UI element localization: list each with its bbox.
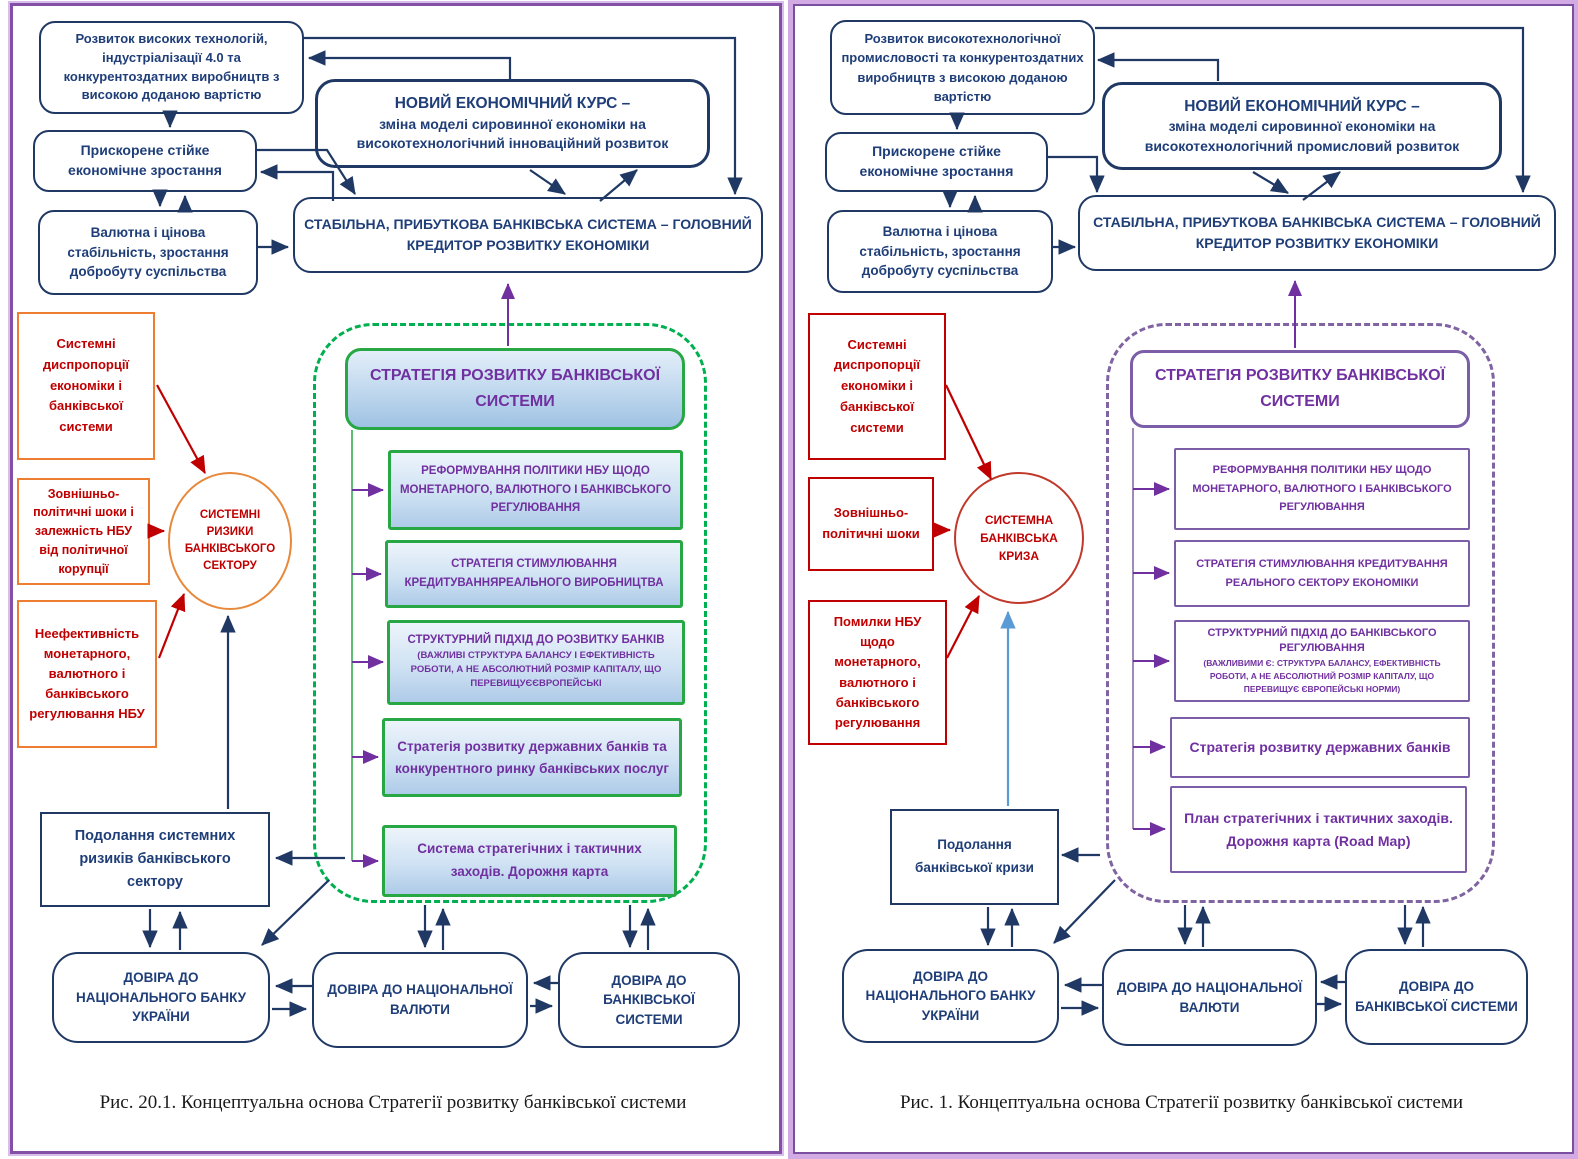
right-systemic-crisis-circle-label: СИСТЕМНА БАНКІВСЬКА КРИЗА xyxy=(980,513,1058,563)
right-box-stable-banking-system-label: СТАБІЛЬНА, ПРИБУТКОВА БАНКІВСЬКА СИСТЕМА – ГОЛОВНИЙ КРЕДИТОР РОЗВИТКУ ЕКОНОМІКИ xyxy=(1093,214,1541,251)
left-risk-political-shocks-label: Зовнішньо-політичні шоки і залежність НБУ від політичної корупції xyxy=(33,486,134,576)
left-risk-ineffective-regulation xyxy=(17,600,157,748)
left-caption-text: Рис. 20.1. Концептуальна основа Стратегії розвитку банківської системи xyxy=(99,1092,687,1113)
left-strategy-item-road-map-label: Система стратегічних і тактичних заходів. Дорожня карта xyxy=(417,841,642,879)
left-strategy-item-lending-stimulus-label: СТРАТЕГІЯ СТИМУЛЮВАННЯ КРЕДИТУВАННЯРЕАЛЬНОГО ВИРОБНИЦТВА xyxy=(404,558,664,589)
right-trust-banking-label: ДОВІРА ДО БАНКІВСЬКОЇ СИСТЕМИ xyxy=(1355,979,1518,1014)
left-box-growth-label: Прискорене стійке економічне зростання xyxy=(68,142,222,178)
left-box-new-economic-course xyxy=(315,79,710,168)
right-box-stable-banking-system xyxy=(1078,195,1556,271)
right-strategy-item-lending-stimulus-label: СТРАТЕГІЯ СТИМУЛЮВАННЯ КРЕДИТУВАННЯ РЕАЛЬНОГО СЕКТОРУ ЕКОНОМІКИ xyxy=(1196,558,1448,589)
left-box-stable-banking-system-label: СТАБІЛЬНА, ПРИБУТКОВА БАНКІВСЬКА СИСТЕМА – ГОЛОВНИЙ КРЕДИТОР РОЗВИТКУ ЕКОНОМІКИ xyxy=(304,216,752,253)
right-risk-political-shocks-label: Зовнішньо-політичні шоки xyxy=(822,505,920,541)
right-strategy-item-structural-approach-detail: (ВАЖЛИВИМИ Є: СТРУКТУРА БАЛАНСУ, ЕФЕКТИВНІСТЬ РОБОТИ, А НЕ АБСОЛЮТНИЙ РОЗМІР КАПІТАЛУ, ЩО ПЕРЕВИЩУЄ ЄВРОПЕЙСЬКІ НОРМИ) xyxy=(1203,657,1441,694)
left-trust-currency-label: ДОВІРА ДО НАЦІОНАЛЬНОЇ ВАЛЮТИ xyxy=(327,982,513,1017)
right-strategy-item-nbu-reform-label: РЕФОРМУВАННЯ ПОЛІТИКИ НБУ ЩОДО МОНЕТАРНОГО, ВАЛЮТНОГО І БАНКІВСЬКОГО РЕГУЛЮВАННЯ xyxy=(1192,463,1452,514)
left-systemic-risks-circle-label: СИСТЕМНІ РИЗИКИ БАНКІВСЬКОГО СЕКТОРУ xyxy=(184,508,276,573)
right-strategy-item-structural-approach xyxy=(1174,620,1470,702)
right-risk-dysproportions xyxy=(808,313,946,460)
right-risk-dysproportions-label: Системні диспропорції економіки і банківської системи xyxy=(833,336,921,435)
left-box-stable-banking-system xyxy=(293,197,763,273)
left-trust-currency xyxy=(312,952,528,1048)
right-trust-nbu xyxy=(842,949,1059,1043)
right-box-currency-stability-label: Валютна і цінова стабільність, зростання добробуту суспільства xyxy=(859,224,1021,279)
right-systemic-crisis-circle xyxy=(954,472,1084,604)
right-strategy-item-structural-approach-label: СТРУКТУРНИЙ ПІДХІД ДО БАНКІВСЬКОГО РЕГУЛЮВАННЯ xyxy=(1207,626,1437,655)
left-strategy-item-nbu-reform xyxy=(388,450,683,530)
right-strategy-item-lending-stimulus xyxy=(1174,540,1470,607)
right-strategy-item-road-map xyxy=(1170,786,1467,873)
right-box-overcoming-crisis xyxy=(890,809,1059,905)
right-box-overcoming-crisis-label: Подолання банківської кризи xyxy=(915,837,1034,875)
left-strategy-item-structural-approach-label: СТРУКТУРНИЙ ПІДХІД ДО РОЗВИТКУ БАНКІВ xyxy=(407,634,665,647)
right-risk-political-shocks xyxy=(808,477,934,571)
left-trust-nbu-label: ДОВІРА ДО НАЦІОНАЛЬНОГО БАНКУ УКРАЇНИ xyxy=(75,970,247,1025)
left-box-currency-stability xyxy=(38,210,258,295)
left-strategy-item-road-map xyxy=(382,825,677,897)
right-caption xyxy=(793,1092,1570,1114)
right-nec-subtitle: зміна моделі сировинної економіки на високотехнологічний промисловий розвиток xyxy=(1144,118,1460,154)
right-box-growth xyxy=(825,132,1048,192)
left-risk-dysproportions-label: Системні диспропорції економіки і банківської системи xyxy=(42,336,130,435)
left-risk-political-shocks xyxy=(17,478,150,585)
right-trust-currency-label: ДОВІРА ДО НАЦІОНАЛЬНОЇ ВАЛЮТИ xyxy=(1116,979,1303,1015)
left-box-high-tech xyxy=(39,21,304,114)
left-nec-title: НОВИЙ ЕКОНОМІЧНИЙ КУРС – xyxy=(394,95,631,113)
left-strategy-header-label: СТРАТЕГІЯ РОЗВИТКУ БАНКІВСЬКОЇ СИСТЕМИ xyxy=(369,367,660,410)
right-risk-nbu-mistakes-label: Помилки НБУ щодо монетарного, валютного і банківського регулювання xyxy=(833,614,922,730)
right-risk-nbu-mistakes xyxy=(808,600,947,745)
right-box-new-economic-course xyxy=(1102,82,1502,170)
right-nec-title: НОВИЙ ЕКОНОМІЧНИЙ КУРС – xyxy=(1184,97,1420,115)
left-trust-banking xyxy=(558,952,740,1048)
left-strategy-item-structural-approach xyxy=(387,620,685,705)
left-strategy-item-lending-stimulus xyxy=(385,540,683,608)
right-box-currency-stability xyxy=(827,210,1053,293)
right-strategy-item-road-map-label: План стратегічних і тактичних заходів. Дорожня карта (Road Map) xyxy=(1184,810,1453,849)
left-box-currency-stability-label: Валютна і цінова стабільність, зростання добробуту суспільства xyxy=(67,225,229,280)
left-systemic-risks-circle xyxy=(168,472,292,610)
right-strategy-item-state-banks-label: Стратегія розвитку державних банків xyxy=(1189,739,1451,756)
right-caption-text: Рис. 1. Концептуальна основа Стратегії розвитку банківської системи xyxy=(899,1092,1464,1113)
left-strategy-item-state-banks-label: Стратегія розвитку державних банків та конкурентного ринку банківських послуг xyxy=(395,738,669,776)
left-box-overcoming-risks xyxy=(40,812,270,907)
left-strategy-item-state-banks xyxy=(382,718,682,797)
right-trust-banking xyxy=(1345,949,1528,1045)
right-strategy-item-state-banks xyxy=(1170,717,1470,778)
right-trust-currency xyxy=(1102,949,1317,1046)
right-trust-nbu-label: ДОВІРА ДО НАЦІОНАЛЬНОГО БАНКУ УКРАЇНИ xyxy=(865,968,1036,1023)
left-strategy-header xyxy=(345,348,685,430)
left-caption xyxy=(10,1092,776,1114)
left-strategy-item-nbu-reform-label: РЕФОРМУВАННЯ ПОЛІТИКИ НБУ ЩОДО МОНЕТАРНОГО, ВАЛЮТНОГО І БАНКІВСЬКОГО РЕГУЛЮВАННЯ xyxy=(399,464,672,515)
left-trust-banking-label: ДОВІРА ДО БАНКІВСЬКОЇ СИСТЕМИ xyxy=(603,972,695,1027)
right-strategy-item-nbu-reform xyxy=(1174,448,1470,530)
left-trust-nbu xyxy=(52,952,270,1043)
left-box-overcoming-risks-label: Подолання системних ризиків банківського сектору xyxy=(74,827,236,891)
right-strategy-header-label: СТРАТЕГІЯ РОЗВИТКУ БАНКІВСЬКОЇ СИСТЕМИ xyxy=(1154,367,1445,410)
right-box-high-tech-label: Розвиток високотехнологічної промисловості та конкурентоздатних виробництв з високою доданою вартістю xyxy=(841,30,1084,104)
right-box-high-tech xyxy=(830,20,1095,115)
left-box-growth xyxy=(33,130,257,192)
left-risk-dysproportions xyxy=(17,312,155,460)
left-risk-ineffective-regulation-label: Неефективність монетарного, валютного і банківського регулювання НБУ xyxy=(29,625,145,722)
right-box-growth-label: Прискорене стійке економічне зростання xyxy=(859,143,1014,179)
left-nec-subtitle: зміна моделі сировинної економіки на високотехнологічний інноваційний розвиток xyxy=(356,115,669,152)
left-box-high-tech-label: Розвиток високих технологій, індустріалізації 4.0 та конкурентоздатних виробництв з високою доданою вартістю xyxy=(63,30,280,103)
right-strategy-header xyxy=(1130,350,1470,428)
left-strategy-item-structural-approach-detail: (ВАЖЛИВІ СТРУКТУРА БАЛАНСУ І ЕФЕКТИВНІСТЬ РОБОТИ, А НЕ АБСОЛЮТНИЙ РОЗМІР КАПІТАЛУ, ЩО ПЕРЕВИЩУЄЄВРОПЕЙСЬКІ xyxy=(410,649,662,690)
